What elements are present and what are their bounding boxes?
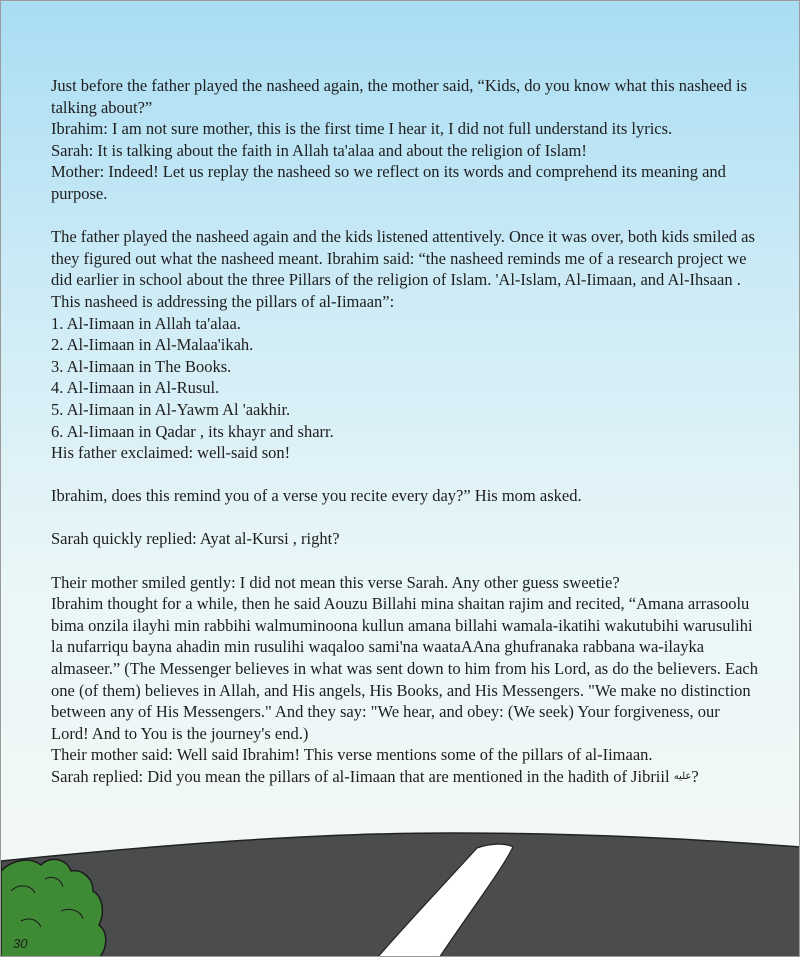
line-mother: Mother: Indeed! Let us replay the nasheed so we reflect on its words and comprehend its meaning and purpose. xyxy=(51,162,726,203)
paragraph-verse: Ibrahim thought for a while, then he said Aouzu Billahi mina shaitan rajim and recited, “Amana arrasoolu bima onzila ilayhi min rabbihi walmuminoona kullun amana billahi wamala-ikatihi wakutubihi warusulihi la nufarriqu bayna ahadin min rusulihi waqaloo sami'na waataAAna ghufranaka rabbana wa-ilayka almaseer.” (The Messenger believes in what was sent down to him from his Lord, as do the believers. Each one (of them) believes in Allah, and His angels, His Books, and His Messengers. "We make no distinction between any of His Messengers." And they say: "We hear, and obey: (We seek) Your forgiveness, our Lord! And to You is the journey's end.) xyxy=(51,594,759,743)
line-sarah: Sarah: It is talking about the faith in Allah ta'alaa and about the religion of Islam! xyxy=(51,140,587,160)
landscape-illustration xyxy=(1,821,800,957)
line-father: His father exclaimed: well-said son! xyxy=(51,443,291,463)
pillars-list xyxy=(51,313,761,443)
pillar-item: 2. Al-Iimaan in Al-Malaa'ikah. xyxy=(51,335,254,355)
sarah-hadith-text: Sarah replied: Did you mean the pillars of al-Iimaan that are mentioned in the hadith of Jibriil xyxy=(51,767,674,786)
line-mother-guess: Their mother smiled gently: I did not mean this verse Sarah. Any other guess sweetie? xyxy=(51,572,620,592)
pillar-item: 4. Al-Iimaan in Al-Rusul. xyxy=(51,378,220,398)
story-text xyxy=(51,75,761,788)
line-mom-question: Ibrahim, does this remind you of a verse you recite every day?” His mom asked. xyxy=(51,486,582,506)
line-sarah-reply: Sarah quickly replied: Ayat al-Kursi , right? xyxy=(51,529,340,549)
pillar-item: 1. Al-Iimaan in Allah ta'alaa. xyxy=(51,313,241,333)
pillar-item: 5. Al-Iimaan in Al-Yawm Al 'aakhir. xyxy=(51,399,291,419)
paragraph-intro: Just before the father played the nasheed again, the mother said, “Kids, do you know what this nasheed is talking about?” xyxy=(51,76,748,117)
line-mother-praise: Their mother said: Well said Ibrahim! This verse mentions some of the pillars of al-Iimaan. xyxy=(51,745,653,765)
line-ibrahim: Ibrahim: I am not sure mother, this is the first time I hear it, I did not full understand its lyrics. xyxy=(51,119,673,139)
salutation-glyph: عليه xyxy=(673,771,692,782)
paragraph-nasheed: The father played the nasheed again and the kids listened attentively. Once it was over, both kids smiled as they figured out what the nasheed meant. Ibrahim said: “the nasheed reminds me of a research project we did earlier in school about the three Pillars of the religion of Islam. 'Al-Islam, Al-Iimaan, and Al-Ihsaan . This nasheed is addressing the pillars of al-Iimaan”: xyxy=(51,227,755,311)
page-number: 30 xyxy=(13,936,28,951)
pillar-item: 6. Al-Iimaan in Qadar , its khayr and sharr. xyxy=(51,421,334,441)
line-sarah-hadith xyxy=(51,766,761,788)
pillar-item: 3. Al-Iimaan in The Books. xyxy=(51,356,232,376)
question-mark: ? xyxy=(691,767,699,786)
